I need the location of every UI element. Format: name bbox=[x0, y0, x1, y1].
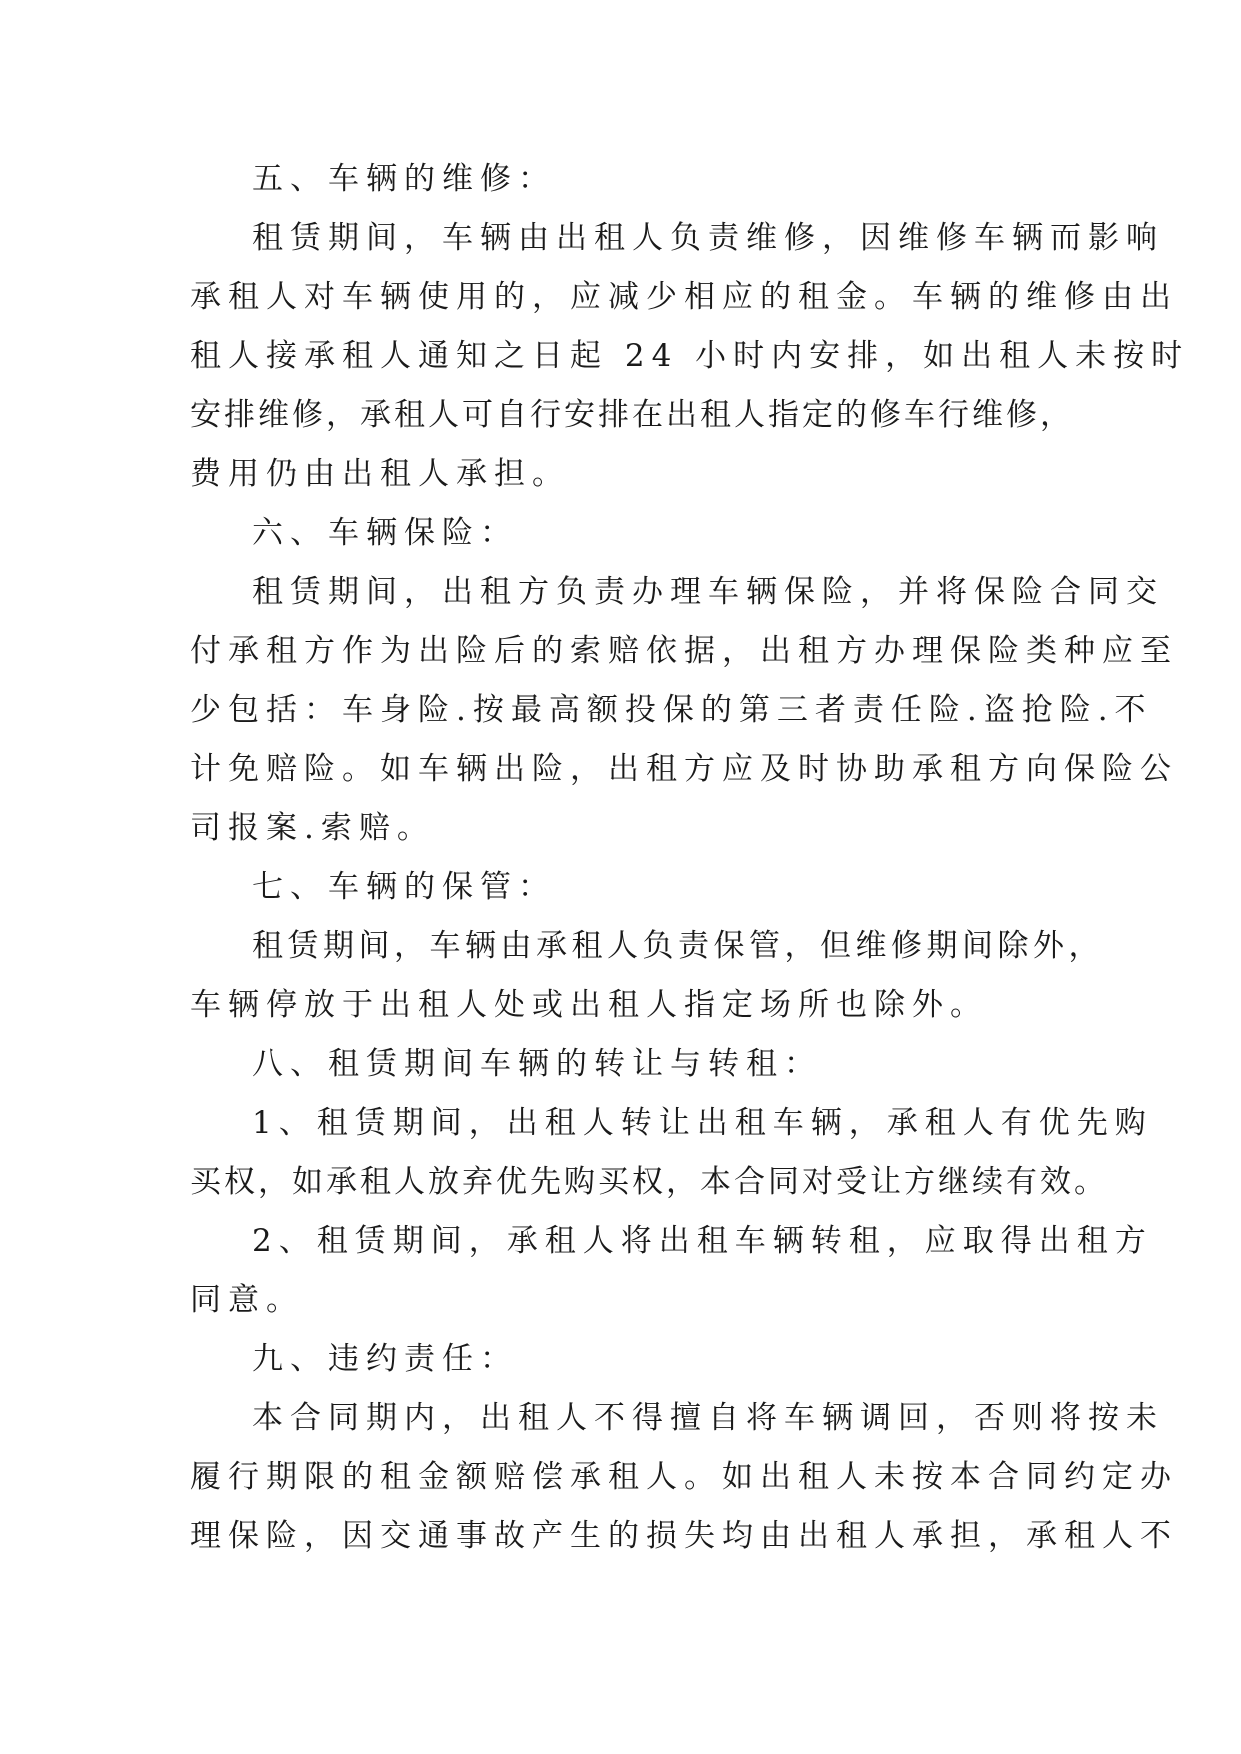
paragraph-line: 车辆停放于出租人处或出租人指定场所也除外。 bbox=[190, 987, 988, 1023]
paragraph-line: 安排维修，承租人可自行安排在出租人指定的修车行维修， bbox=[190, 397, 1074, 433]
document-body bbox=[190, 150, 1190, 1566]
paragraph-line: 计免赔险。如车辆出险，出租方应及时协助承租方向保险公 bbox=[190, 751, 1178, 787]
paragraph-line: 付承租方作为出险后的索赔依据，出租方办理保险类种应至 bbox=[190, 633, 1178, 669]
section-heading-8: 八、租赁期间车辆的转让与转租： bbox=[252, 1046, 822, 1082]
paragraph-line: 费用仍由出租人承担。 bbox=[190, 456, 570, 492]
paragraph-line: 买权，如承租人放弃优先购买权，本合同对受让方继续有效。 bbox=[190, 1164, 1108, 1200]
section-heading-5: 五、车辆的维修： bbox=[252, 161, 556, 197]
paragraph-line: 履行期限的租金额赔偿承租人。如出租人未按本合同约定办 bbox=[190, 1459, 1178, 1495]
paragraph-line: 理保险，因交通事故产生的损失均由出租人承担，承租人不 bbox=[190, 1518, 1178, 1554]
paragraph-line: 租赁期间，出租方负责办理车辆保险，并将保险合同交 bbox=[252, 574, 1164, 610]
section-heading-7: 七、车辆的保管： bbox=[252, 869, 556, 905]
paragraph-line: 司报案.索赔。 bbox=[190, 810, 435, 846]
paragraph-line: 同意。 bbox=[190, 1282, 304, 1318]
paragraph-line: 1、租赁期间，出租人转让出租车辆，承租人有优先购 bbox=[252, 1105, 1153, 1141]
paragraph-line: 租赁期间，车辆由承租人负责保管，但维修期间除外， bbox=[252, 928, 1104, 964]
section-heading-9: 九、违约责任： bbox=[252, 1341, 518, 1377]
paragraph-line: 租赁期间，车辆由出租人负责维修，因维修车辆而影响 bbox=[252, 220, 1164, 256]
paragraph-line: 承租人对车辆使用的，应减少相应的租金。车辆的维修由出 bbox=[190, 279, 1178, 315]
paragraph-line: 少包括：车身险.按最高额投保的第三者责任险.盗抢险.不 bbox=[190, 692, 1153, 728]
paragraph-line: 本合同期内，出租人不得擅自将车辆调回，否则将按未 bbox=[252, 1400, 1164, 1436]
paragraph-line: 2、租赁期间，承租人将出租车辆转租，应取得出租方 bbox=[252, 1223, 1153, 1259]
paragraph-line: 租人接承租人通知之日起 24 小时内安排，如出租人未按时 bbox=[190, 338, 1190, 374]
section-heading-6: 六、车辆保险： bbox=[252, 515, 518, 551]
